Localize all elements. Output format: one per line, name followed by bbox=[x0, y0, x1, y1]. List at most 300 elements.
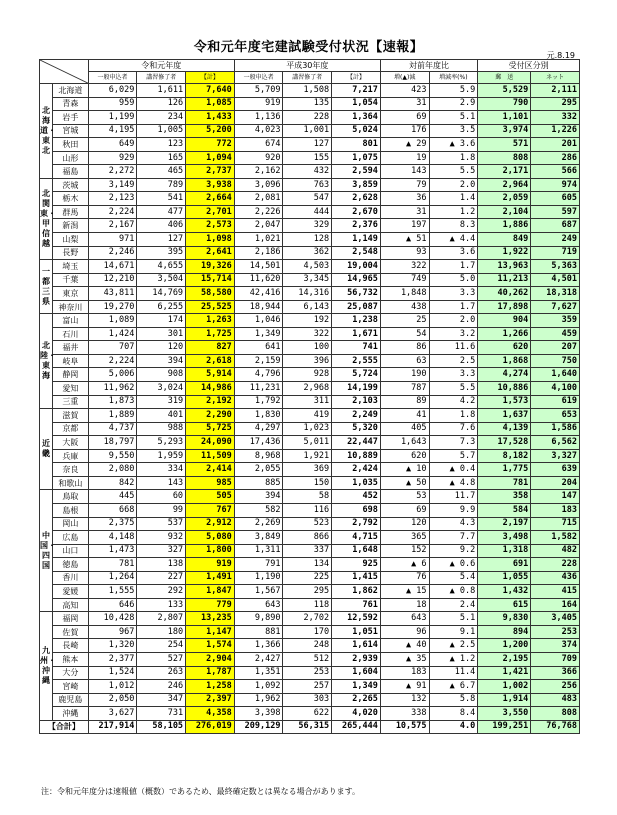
yoy-rate: ▲ 2.5 bbox=[429, 639, 478, 653]
yoy-rate: 8.4 bbox=[429, 707, 478, 721]
corner-cell bbox=[40, 60, 89, 84]
mail-count: 1,637 bbox=[478, 409, 531, 423]
mail-count: 781 bbox=[478, 476, 531, 490]
r1-general: 959 bbox=[88, 97, 137, 111]
mail-count: 3,974 bbox=[478, 124, 531, 138]
h30-general: 42,416 bbox=[234, 287, 283, 301]
r1-exempt: 394 bbox=[137, 354, 186, 368]
r1-total: 1,094 bbox=[186, 151, 235, 165]
table-row bbox=[40, 219, 580, 233]
h30-exempt: 58 bbox=[283, 490, 332, 504]
total-r1-general: 217,914 bbox=[88, 720, 137, 734]
r1-total: 767 bbox=[186, 503, 235, 517]
mail-count: 1,101 bbox=[478, 111, 531, 125]
r1-general: 1,889 bbox=[88, 409, 137, 423]
h30-general: 1,366 bbox=[234, 639, 283, 653]
yoy-rate: 4.3 bbox=[429, 517, 478, 531]
table-row bbox=[40, 368, 580, 382]
sub-total: 【計】 bbox=[186, 72, 235, 84]
table-row bbox=[40, 327, 580, 341]
h30-total: 19,004 bbox=[332, 260, 381, 274]
h30-exempt: 622 bbox=[283, 707, 332, 721]
h30-general: 674 bbox=[234, 138, 283, 152]
mail-count: 2,171 bbox=[478, 165, 531, 179]
h30-total: 2,548 bbox=[332, 246, 381, 260]
h30-general: 2,162 bbox=[234, 165, 283, 179]
h30-exempt: 763 bbox=[283, 178, 332, 192]
h30-total: 761 bbox=[332, 598, 381, 612]
h30-general: 18,944 bbox=[234, 300, 283, 314]
r1-general: 6,029 bbox=[88, 84, 137, 98]
prefecture-name: 福島 bbox=[52, 165, 88, 179]
total-diff: 10,575 bbox=[380, 720, 429, 734]
r1-exempt: 908 bbox=[137, 368, 186, 382]
yoy-rate: 5.1 bbox=[429, 111, 478, 125]
h30-general: 2,269 bbox=[234, 517, 283, 531]
table-row bbox=[40, 233, 580, 247]
mail-count: 2,104 bbox=[478, 205, 531, 219]
table-row bbox=[40, 205, 580, 219]
h30-total: 1,648 bbox=[332, 544, 381, 558]
net-count: 204 bbox=[531, 476, 580, 490]
prefecture-name: 香川 bbox=[52, 571, 88, 585]
yoy-change: 620 bbox=[380, 449, 429, 463]
prefecture-name: 鹿児島 bbox=[52, 693, 88, 707]
table-row bbox=[40, 625, 580, 639]
r1-total: 4,358 bbox=[186, 707, 235, 721]
table-row bbox=[40, 382, 580, 396]
sub-exempt: 講習修了者 bbox=[283, 72, 332, 84]
h30-total: 10,889 bbox=[332, 449, 381, 463]
r1-general: 649 bbox=[88, 138, 137, 152]
prefecture-name: 徳島 bbox=[52, 558, 88, 572]
r1-total: 2,573 bbox=[186, 219, 235, 233]
yoy-change: 53 bbox=[380, 490, 429, 504]
h30-total: 2,249 bbox=[332, 409, 381, 423]
r1-general: 2,272 bbox=[88, 165, 137, 179]
h30-exempt: 928 bbox=[283, 368, 332, 382]
r1-general: 2,375 bbox=[88, 517, 137, 531]
yoy-change: 405 bbox=[380, 422, 429, 436]
r1-exempt: 731 bbox=[137, 707, 186, 721]
table-row bbox=[40, 124, 580, 138]
r1-exempt: 301 bbox=[137, 327, 186, 341]
yoy-change: ▲ 15 bbox=[380, 585, 429, 599]
h30-total: 2,376 bbox=[332, 219, 381, 233]
yoy-change: 1,643 bbox=[380, 436, 429, 450]
net-count: 295 bbox=[531, 97, 580, 111]
r1-general: 1,012 bbox=[88, 680, 137, 694]
sub-total: 【計】 bbox=[332, 72, 381, 84]
h30-total: 2,265 bbox=[332, 693, 381, 707]
table-row bbox=[40, 341, 580, 355]
mail-count: 2,059 bbox=[478, 192, 531, 206]
h30-exempt: 225 bbox=[283, 571, 332, 585]
h30-total: 1,051 bbox=[332, 625, 381, 639]
yoy-change: ▲ 6 bbox=[380, 558, 429, 572]
r1-exempt: 165 bbox=[137, 151, 186, 165]
header-reception: 受付区分別 bbox=[478, 60, 580, 72]
net-count: 6,562 bbox=[531, 436, 580, 450]
h30-total: 452 bbox=[332, 490, 381, 504]
yoy-rate: ▲ 0.4 bbox=[429, 463, 478, 477]
prefecture-name: 広島 bbox=[52, 531, 88, 545]
yoy-rate: 1.7 bbox=[429, 300, 478, 314]
h30-exempt: 2,702 bbox=[283, 612, 332, 626]
net-count: 808 bbox=[531, 707, 580, 721]
prefecture-name: 大分 bbox=[52, 666, 88, 680]
h30-total: 2,424 bbox=[332, 463, 381, 477]
mail-count: 4,274 bbox=[478, 368, 531, 382]
net-count: 2,111 bbox=[531, 84, 580, 98]
prefecture-name: 茨城 bbox=[52, 178, 88, 192]
h30-general: 885 bbox=[234, 476, 283, 490]
yoy-rate: ▲ 3.6 bbox=[429, 138, 478, 152]
h30-total: 5,724 bbox=[332, 368, 381, 382]
net-count: 228 bbox=[531, 558, 580, 572]
yoy-rate: 4.2 bbox=[429, 395, 478, 409]
h30-general: 3,096 bbox=[234, 178, 283, 192]
prefecture-name: 埼玉 bbox=[52, 260, 88, 274]
h30-exempt: 369 bbox=[283, 463, 332, 477]
r1-general: 2,377 bbox=[88, 652, 137, 666]
h30-total: 14,965 bbox=[332, 273, 381, 287]
yoy-change: 18 bbox=[380, 598, 429, 612]
yoy-rate: ▲ 0.8 bbox=[429, 585, 478, 599]
r1-total: 827 bbox=[186, 341, 235, 355]
r1-general: 929 bbox=[88, 151, 137, 165]
yoy-change: 197 bbox=[380, 219, 429, 233]
h30-general: 4,796 bbox=[234, 368, 283, 382]
table-row bbox=[40, 531, 580, 545]
mail-count: 620 bbox=[478, 341, 531, 355]
h30-exempt: 170 bbox=[283, 625, 332, 639]
net-count: 3,327 bbox=[531, 449, 580, 463]
net-count: 18,318 bbox=[531, 287, 580, 301]
net-count: 597 bbox=[531, 205, 580, 219]
yoy-rate: ▲ 0.6 bbox=[429, 558, 478, 572]
yoy-change: 31 bbox=[380, 205, 429, 219]
yoy-rate: 5.8 bbox=[429, 693, 478, 707]
r1-total: 985 bbox=[186, 476, 235, 490]
r1-exempt: 234 bbox=[137, 111, 186, 125]
yoy-rate: 3.6 bbox=[429, 246, 478, 260]
table-row bbox=[40, 111, 580, 125]
total-label: 【合計】 bbox=[40, 720, 89, 734]
r1-total: 1,725 bbox=[186, 327, 235, 341]
h30-exempt: 14,316 bbox=[283, 287, 332, 301]
mail-count: 13,963 bbox=[478, 260, 531, 274]
prefecture-name: 岩手 bbox=[52, 111, 88, 125]
prefecture-name: 山口 bbox=[52, 544, 88, 558]
r1-total: 2,701 bbox=[186, 205, 235, 219]
net-count: 715 bbox=[531, 517, 580, 531]
h30-exempt: 100 bbox=[283, 341, 332, 355]
total-row bbox=[40, 720, 580, 734]
r1-general: 1,873 bbox=[88, 395, 137, 409]
h30-exempt: 3,345 bbox=[283, 273, 332, 287]
yoy-change: 423 bbox=[380, 84, 429, 98]
h30-general: 1,136 bbox=[234, 111, 283, 125]
prefecture-name: 群馬 bbox=[52, 205, 88, 219]
prefecture-name: 石川 bbox=[52, 327, 88, 341]
table-row bbox=[40, 409, 580, 423]
h30-exempt: 228 bbox=[283, 111, 332, 125]
table-row bbox=[40, 666, 580, 680]
prefecture-name: 愛知 bbox=[52, 382, 88, 396]
total-h30-general: 209,129 bbox=[234, 720, 283, 734]
r1-total: 1,085 bbox=[186, 97, 235, 111]
sub-general: 一般申込者 bbox=[234, 72, 283, 84]
net-count: 482 bbox=[531, 544, 580, 558]
region-label: 中国・四国 bbox=[40, 490, 53, 612]
table-row bbox=[40, 680, 580, 694]
total-h30-exempt: 56,315 bbox=[283, 720, 332, 734]
net-count: 207 bbox=[531, 341, 580, 355]
mail-count: 894 bbox=[478, 625, 531, 639]
r1-exempt: 126 bbox=[137, 97, 186, 111]
r1-total: 58,580 bbox=[186, 287, 235, 301]
total-mail: 199,251 bbox=[478, 720, 531, 734]
h30-total: 1,671 bbox=[332, 327, 381, 341]
sub-exempt: 講習修了者 bbox=[137, 72, 186, 84]
yoy-rate: 5.5 bbox=[429, 382, 478, 396]
mail-count: 358 bbox=[478, 490, 531, 504]
h30-general: 5,709 bbox=[234, 84, 283, 98]
r1-total: 3,938 bbox=[186, 178, 235, 192]
prefecture-name: 岐阜 bbox=[52, 354, 88, 368]
h30-total: 2,792 bbox=[332, 517, 381, 531]
h30-exempt: 432 bbox=[283, 165, 332, 179]
yoy-change: 643 bbox=[380, 612, 429, 626]
h30-total: 2,103 bbox=[332, 395, 381, 409]
yoy-rate: 1.8 bbox=[429, 151, 478, 165]
h30-total: 1,604 bbox=[332, 666, 381, 680]
table-row bbox=[40, 693, 580, 707]
r1-total: 1,263 bbox=[186, 314, 235, 328]
r1-exempt: 123 bbox=[137, 138, 186, 152]
h30-total: 12,592 bbox=[332, 612, 381, 626]
yoy-change: 365 bbox=[380, 531, 429, 545]
yoy-rate: 2.0 bbox=[429, 178, 478, 192]
net-count: 687 bbox=[531, 219, 580, 233]
prefecture-name: 新潟 bbox=[52, 219, 88, 233]
h30-general: 641 bbox=[234, 341, 283, 355]
net-count: 286 bbox=[531, 151, 580, 165]
yoy-change: 132 bbox=[380, 693, 429, 707]
net-count: 639 bbox=[531, 463, 580, 477]
r1-exempt: 347 bbox=[137, 693, 186, 707]
h30-exempt: 512 bbox=[283, 652, 332, 666]
h30-exempt: 1,921 bbox=[283, 449, 332, 463]
yoy-change: 19 bbox=[380, 151, 429, 165]
h30-general: 1,046 bbox=[234, 314, 283, 328]
net-count: 253 bbox=[531, 625, 580, 639]
yoy-rate: 1.8 bbox=[429, 409, 478, 423]
h30-general: 4,297 bbox=[234, 422, 283, 436]
prefecture-name: 大阪 bbox=[52, 436, 88, 450]
r1-exempt: 254 bbox=[137, 639, 186, 653]
prefecture-name: 愛媛 bbox=[52, 585, 88, 599]
mail-count: 5,529 bbox=[478, 84, 531, 98]
r1-exempt: 932 bbox=[137, 531, 186, 545]
net-count: 1,586 bbox=[531, 422, 580, 436]
h30-total: 5,320 bbox=[332, 422, 381, 436]
net-count: 483 bbox=[531, 693, 580, 707]
yoy-change: 25 bbox=[380, 314, 429, 328]
table-body bbox=[40, 84, 580, 721]
yoy-rate: 1.7 bbox=[429, 260, 478, 274]
yoy-change: 76 bbox=[380, 571, 429, 585]
h30-total: 1,054 bbox=[332, 97, 381, 111]
h30-total: 2,670 bbox=[332, 205, 381, 219]
table-row bbox=[40, 97, 580, 111]
h30-total: 925 bbox=[332, 558, 381, 572]
r1-total: 1,491 bbox=[186, 571, 235, 585]
r1-general: 971 bbox=[88, 233, 137, 247]
yoy-rate: 2.9 bbox=[429, 97, 478, 111]
prefecture-name: 栃木 bbox=[52, 192, 88, 206]
prefecture-name: 青森 bbox=[52, 97, 88, 111]
table-row bbox=[40, 612, 580, 626]
table-row bbox=[40, 138, 580, 152]
net-count: 256 bbox=[531, 680, 580, 694]
h30-exempt: 4,503 bbox=[283, 260, 332, 274]
r1-total: 1,800 bbox=[186, 544, 235, 558]
r1-exempt: 537 bbox=[137, 517, 186, 531]
r1-exempt: 541 bbox=[137, 192, 186, 206]
yoy-change: 69 bbox=[380, 111, 429, 125]
h30-general: 920 bbox=[234, 151, 283, 165]
yoy-change: 183 bbox=[380, 666, 429, 680]
h30-total: 2,594 bbox=[332, 165, 381, 179]
table-row bbox=[40, 178, 580, 192]
mail-count: 10,886 bbox=[478, 382, 531, 396]
r1-exempt: 5,293 bbox=[137, 436, 186, 450]
mail-count: 17,528 bbox=[478, 436, 531, 450]
net-count: 332 bbox=[531, 111, 580, 125]
h30-exempt: 248 bbox=[283, 639, 332, 653]
table-row bbox=[40, 544, 580, 558]
h30-general: 1,190 bbox=[234, 571, 283, 585]
table-row bbox=[40, 436, 580, 450]
r1-total: 779 bbox=[186, 598, 235, 612]
h30-total: 1,238 bbox=[332, 314, 381, 328]
prefecture-name: 静岡 bbox=[52, 368, 88, 382]
yoy-change: 89 bbox=[380, 395, 429, 409]
table-row bbox=[40, 503, 580, 517]
h30-exempt: 444 bbox=[283, 205, 332, 219]
net-count: 653 bbox=[531, 409, 580, 423]
r1-total: 505 bbox=[186, 490, 235, 504]
yoy-rate: 5.1 bbox=[429, 612, 478, 626]
mail-count: 790 bbox=[478, 97, 531, 111]
yoy-change: 86 bbox=[380, 341, 429, 355]
h30-general: 1,351 bbox=[234, 666, 283, 680]
prefecture-name: 富山 bbox=[52, 314, 88, 328]
table-row bbox=[40, 314, 580, 328]
region-label: 九州・沖縄 bbox=[40, 612, 53, 720]
prefecture-name: 山梨 bbox=[52, 233, 88, 247]
net-count: 1,640 bbox=[531, 368, 580, 382]
r1-total: 1,433 bbox=[186, 111, 235, 125]
yoy-rate: ▲ 1.2 bbox=[429, 652, 478, 666]
h30-exempt: 253 bbox=[283, 666, 332, 680]
h30-exempt: 134 bbox=[283, 558, 332, 572]
mail-count: 1,775 bbox=[478, 463, 531, 477]
mail-count: 17,898 bbox=[478, 300, 531, 314]
prefecture-name: 和歌山 bbox=[52, 476, 88, 490]
mail-count: 1,868 bbox=[478, 354, 531, 368]
table-row bbox=[40, 395, 580, 409]
r1-general: 3,149 bbox=[88, 178, 137, 192]
h30-total: 3,859 bbox=[332, 178, 381, 192]
h30-exempt: 5,011 bbox=[283, 436, 332, 450]
mail-count: 691 bbox=[478, 558, 531, 572]
mail-count: 1,914 bbox=[478, 693, 531, 707]
net-count: 719 bbox=[531, 246, 580, 260]
h30-total: 1,862 bbox=[332, 585, 381, 599]
yoy-rate: 5.5 bbox=[429, 165, 478, 179]
prefecture-name: 三重 bbox=[52, 395, 88, 409]
prefecture-name: 佐賀 bbox=[52, 625, 88, 639]
h30-general: 1,830 bbox=[234, 409, 283, 423]
prefecture-name: 京都 bbox=[52, 422, 88, 436]
h30-total: 5,024 bbox=[332, 124, 381, 138]
r1-general: 1,199 bbox=[88, 111, 137, 125]
table-row bbox=[40, 476, 580, 490]
prefecture-name: 秋田 bbox=[52, 138, 88, 152]
h30-general: 8,968 bbox=[234, 449, 283, 463]
h30-general: 2,427 bbox=[234, 652, 283, 666]
sub-rate: 増減率(%) bbox=[429, 72, 478, 84]
r1-total: 11,509 bbox=[186, 449, 235, 463]
mail-count: 9,830 bbox=[478, 612, 531, 626]
mail-count: 849 bbox=[478, 233, 531, 247]
r1-total: 2,618 bbox=[186, 354, 235, 368]
yoy-change: 322 bbox=[380, 260, 429, 274]
prefecture-name: 福岡 bbox=[52, 612, 88, 626]
r1-total: 2,397 bbox=[186, 693, 235, 707]
r1-exempt: 327 bbox=[137, 544, 186, 558]
r1-general: 11,962 bbox=[88, 382, 137, 396]
region-label: 北海道・東北 bbox=[40, 84, 53, 179]
r1-exempt: 180 bbox=[137, 625, 186, 639]
mail-count: 2,195 bbox=[478, 652, 531, 666]
h30-total: 4,715 bbox=[332, 531, 381, 545]
h30-exempt: 6,143 bbox=[283, 300, 332, 314]
h30-general: 1,349 bbox=[234, 327, 283, 341]
h30-general: 881 bbox=[234, 625, 283, 639]
mail-count: 1,886 bbox=[478, 219, 531, 233]
net-count: 183 bbox=[531, 503, 580, 517]
yoy-rate: 7.3 bbox=[429, 436, 478, 450]
r1-exempt: 60 bbox=[137, 490, 186, 504]
prefecture-name: 滋賀 bbox=[52, 409, 88, 423]
mail-count: 3,550 bbox=[478, 707, 531, 721]
h30-general: 1,092 bbox=[234, 680, 283, 694]
yoy-rate: 11.7 bbox=[429, 490, 478, 504]
prefecture-name: 沖縄 bbox=[52, 707, 88, 721]
r1-general: 10,428 bbox=[88, 612, 137, 626]
r1-general: 1,264 bbox=[88, 571, 137, 585]
h30-general: 14,501 bbox=[234, 260, 283, 274]
r1-general: 2,167 bbox=[88, 219, 137, 233]
h30-total: 14,199 bbox=[332, 382, 381, 396]
yoy-change: 787 bbox=[380, 382, 429, 396]
h30-general: 4,023 bbox=[234, 124, 283, 138]
h30-total: 1,614 bbox=[332, 639, 381, 653]
